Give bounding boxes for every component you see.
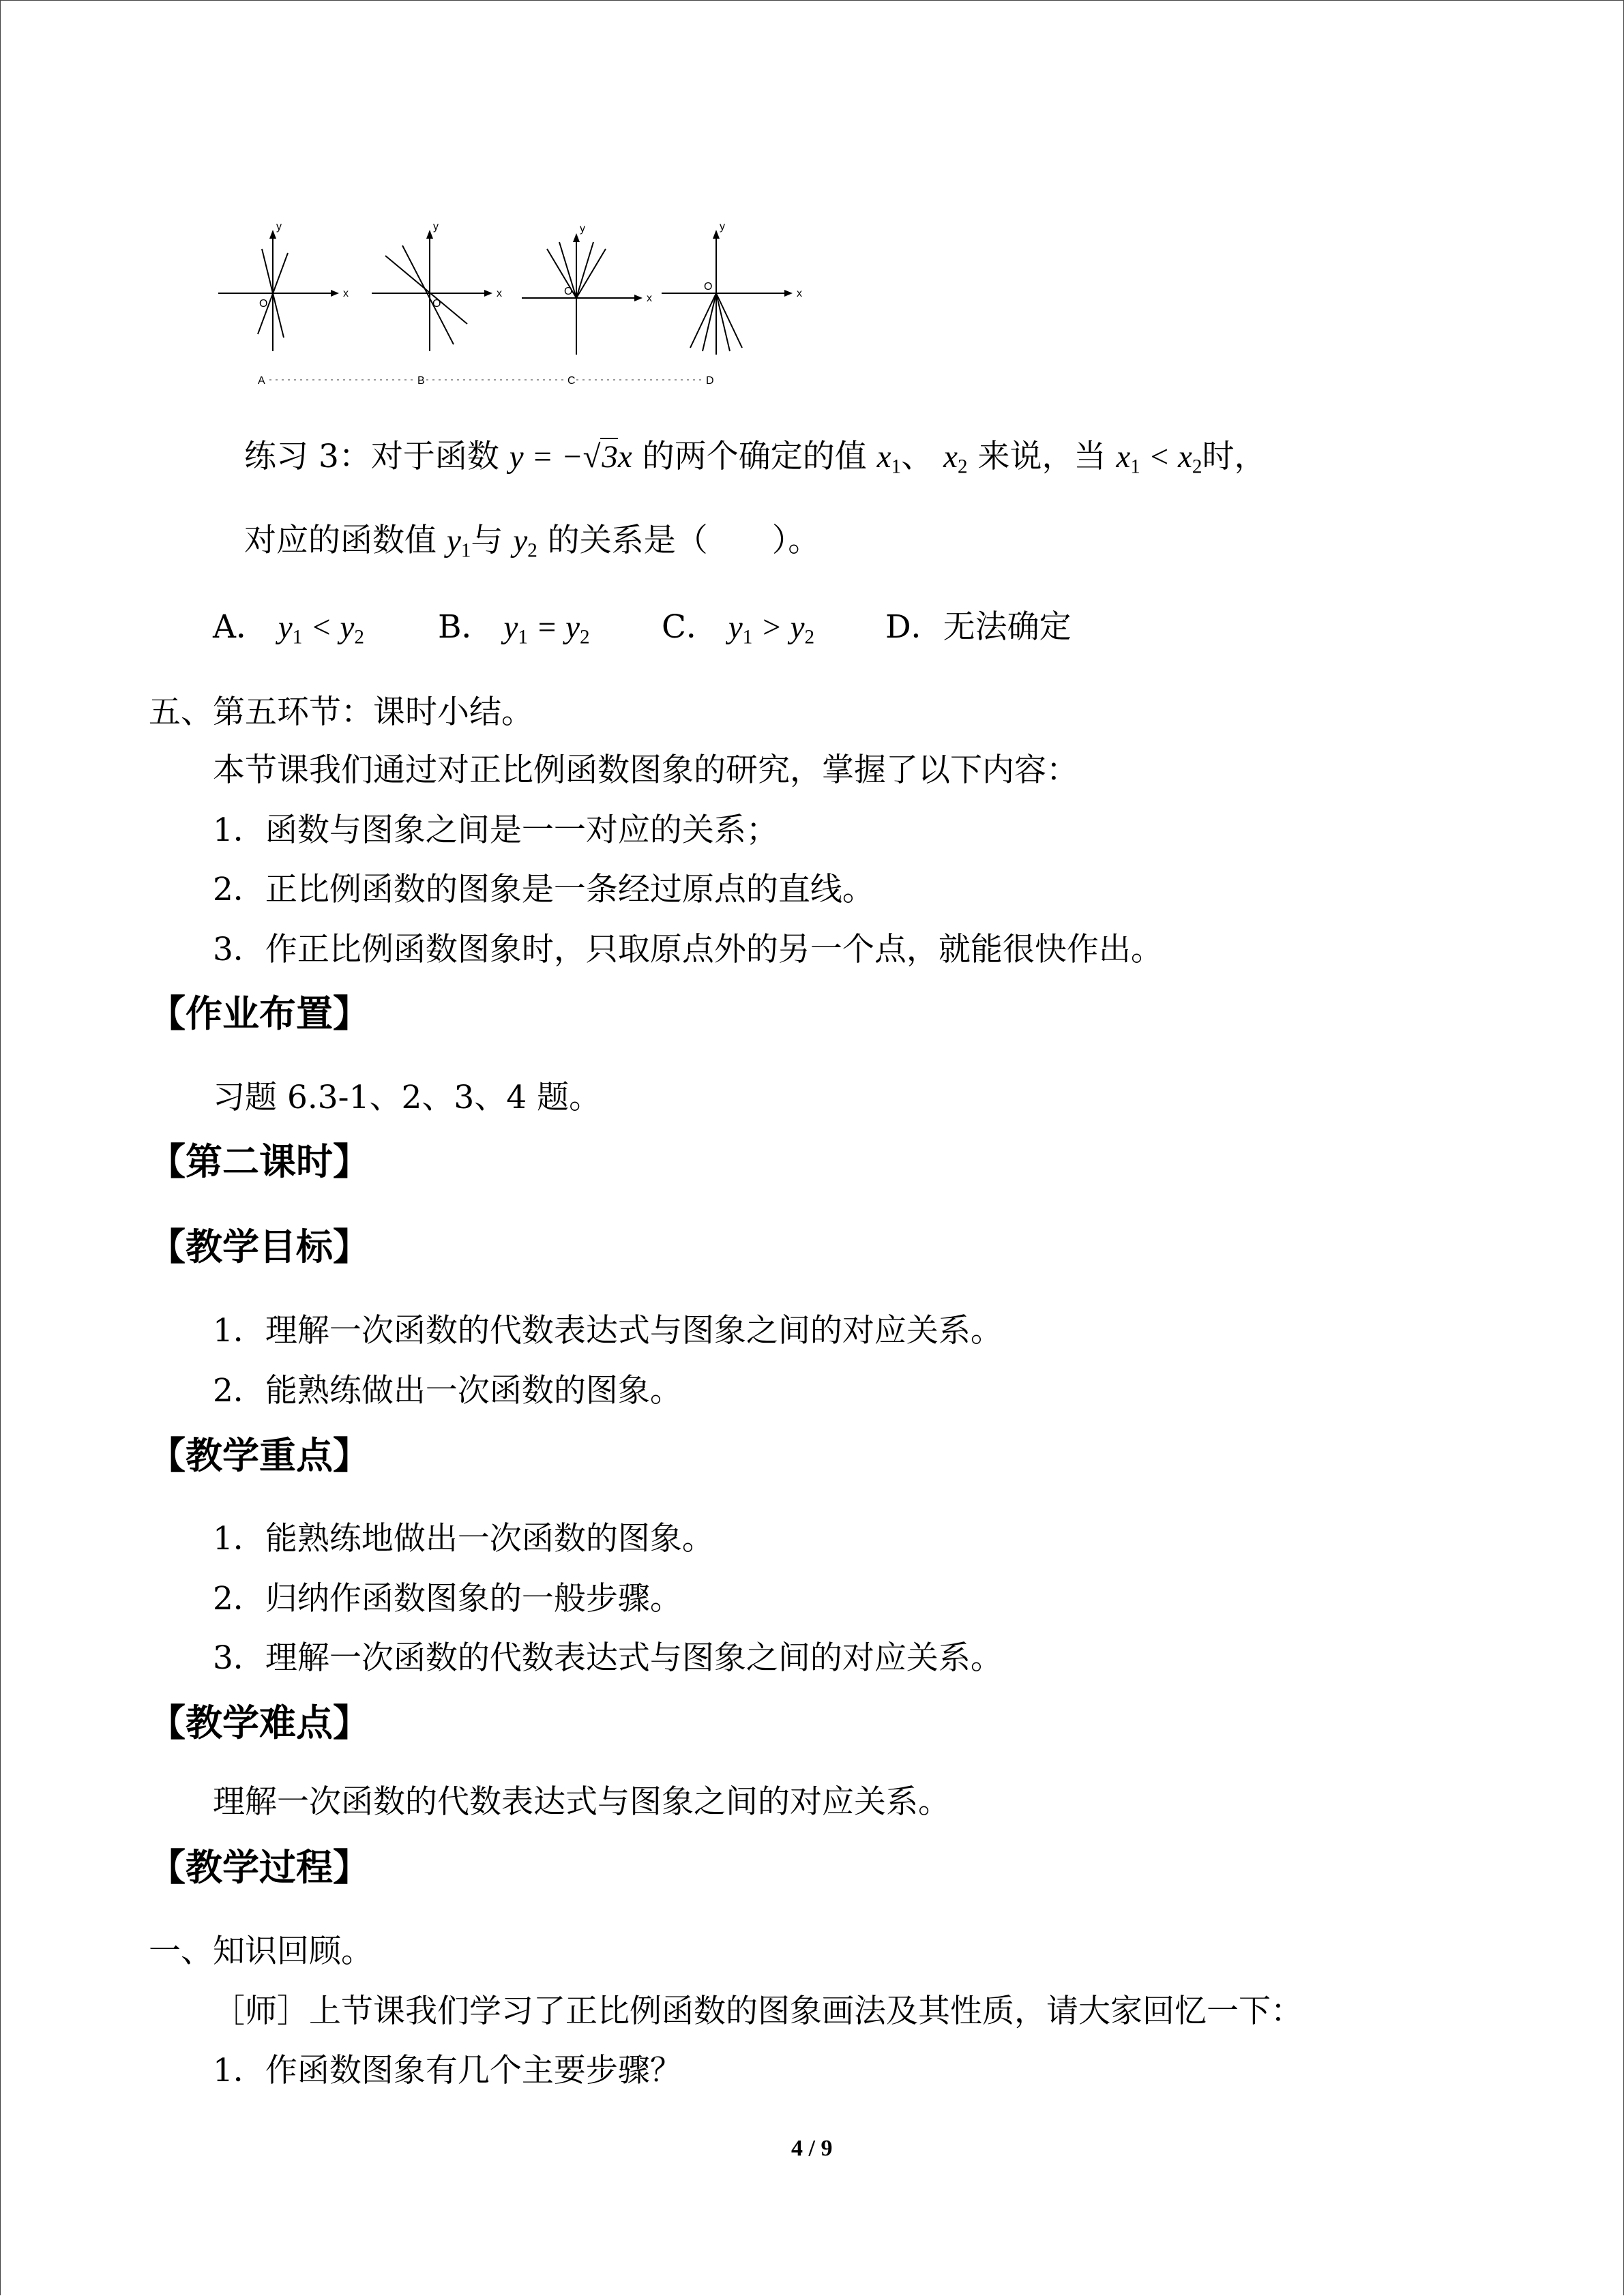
exercise3-text-f: 对应的函数值 bbox=[244, 522, 437, 559]
graph-a bbox=[218, 221, 349, 351]
keypoints-heading: 【教学重点】 bbox=[149, 1434, 370, 1477]
option-c-label: C． bbox=[662, 608, 718, 646]
lesson2-heading: 【第二课时】 bbox=[149, 1140, 370, 1183]
formula-y-neg-root3-x: y = −√3x bbox=[509, 439, 632, 475]
exercise3-line2 bbox=[244, 520, 820, 571]
graph-c-origin-label: O bbox=[564, 286, 573, 297]
exercise3-text-c: 、 bbox=[901, 438, 934, 475]
homework-heading: 【作业布置】 bbox=[149, 992, 370, 1035]
option-a bbox=[213, 607, 364, 658]
graph-a-y-label: y bbox=[276, 221, 282, 233]
process-q1: 1．作函数图象有几个主要步骤？ bbox=[213, 2052, 682, 2089]
graph-b-origin-label: O bbox=[432, 298, 441, 310]
keypoints-item-3: 3．理解一次函数的代数表达式与图象之间的对应关系。 bbox=[213, 1639, 1003, 1677]
section5-item-3: 3．作正比例函数图象时，只取原点外的另一个点，就能很快作出。 bbox=[213, 931, 1163, 968]
difficulty-text: 理解一次函数的代数表达式与图象之间的对应关系。 bbox=[213, 1783, 950, 1821]
graph-b bbox=[372, 221, 502, 351]
graph-b-y-label: y bbox=[433, 221, 439, 233]
graph-d-y-label: y bbox=[720, 221, 725, 233]
graph-c bbox=[522, 223, 652, 355]
graph-c-label: C bbox=[567, 375, 576, 387]
option-c bbox=[662, 607, 814, 658]
var-y2: $y_2$ bbox=[513, 523, 537, 562]
homework-text: 习题 6.3-1、2、3、4 题。 bbox=[213, 1079, 602, 1116]
option-b-label: B． bbox=[438, 608, 494, 646]
graph-c-x-label: x bbox=[647, 293, 652, 304]
graph-d bbox=[662, 221, 802, 355]
ineq-x1-lt-x2: $x_1 < x_2$ bbox=[1116, 439, 1202, 478]
goals-heading: 【教学目标】 bbox=[149, 1225, 370, 1268]
exercise3-text-g: 与 bbox=[471, 522, 503, 559]
goals-item-2: 2．能熟练做出一次函数的图象。 bbox=[213, 1372, 682, 1410]
difficulty-heading: 【教学难点】 bbox=[149, 1701, 370, 1744]
var-y1: $y_1$ bbox=[446, 523, 471, 562]
graph-a-x-label: x bbox=[343, 288, 349, 299]
option-a-label: A． bbox=[213, 608, 268, 646]
section5-item-2: 2．正比例函数的图象是一条经过原点的直线。 bbox=[213, 871, 874, 908]
graph-a-origin-label: O bbox=[259, 298, 268, 310]
section5-intro: 本节课我们通过对正比例函数图象的研究，掌握了以下内容： bbox=[213, 751, 1078, 789]
exercise3-text-d: 来说，当 bbox=[977, 438, 1106, 475]
keypoints-item-1: 1．能熟练地做出一次函数的图象。 bbox=[213, 1520, 714, 1557]
process-sub1: 一、知识回顾。 bbox=[149, 1933, 373, 1970]
page-number: 4 / 9 bbox=[791, 2136, 833, 2161]
exercise3-text-e: 时， bbox=[1202, 438, 1267, 475]
graph-options-figure bbox=[205, 215, 818, 399]
graph-c-y-label: y bbox=[580, 223, 585, 235]
graph-d-origin-label: O bbox=[704, 281, 713, 293]
exercise3-text-a: 练习 3：对于函数 bbox=[244, 438, 499, 475]
section5-heading: 五、第五环节：课时小结。 bbox=[149, 694, 533, 731]
option-b-formula: $y_1 = y_2$ bbox=[503, 610, 590, 648]
process-heading: 【教学过程】 bbox=[149, 1846, 370, 1889]
graph-b-x-label: x bbox=[497, 288, 502, 299]
exercise3-line1 bbox=[244, 436, 1266, 488]
exercise3-text-h: 的关系是（ ）。 bbox=[547, 522, 821, 559]
graph-a-label: A bbox=[258, 375, 265, 387]
option-d: D．无法确定 bbox=[885, 608, 1072, 646]
keypoints-item-2: 2．归纳作函数图象的一般步骤。 bbox=[213, 1580, 682, 1617]
exercise3-text-b: 的两个确定的值 bbox=[642, 438, 867, 475]
graph-b-label: B bbox=[417, 375, 425, 387]
var-x1: $x_1$ bbox=[876, 439, 902, 478]
process-teacher: ［师］上节课我们学习了正比例函数的图象画法及其性质，请大家回忆一下： bbox=[213, 1993, 1303, 2030]
graph-d-x-label: x bbox=[797, 288, 802, 299]
var-x2: $x_2$ bbox=[943, 439, 968, 478]
option-a-formula: $y_1 < y_2$ bbox=[278, 610, 364, 648]
option-c-formula: $y_1 > y_2$ bbox=[728, 610, 814, 648]
section5-item-1: 1．函数与图象之间是一一对应的关系； bbox=[213, 811, 778, 849]
graph-d-label: D bbox=[706, 375, 714, 387]
goals-item-1: 1．理解一次函数的代数表达式与图象之间的对应关系。 bbox=[213, 1312, 1003, 1350]
option-b bbox=[438, 607, 590, 658]
